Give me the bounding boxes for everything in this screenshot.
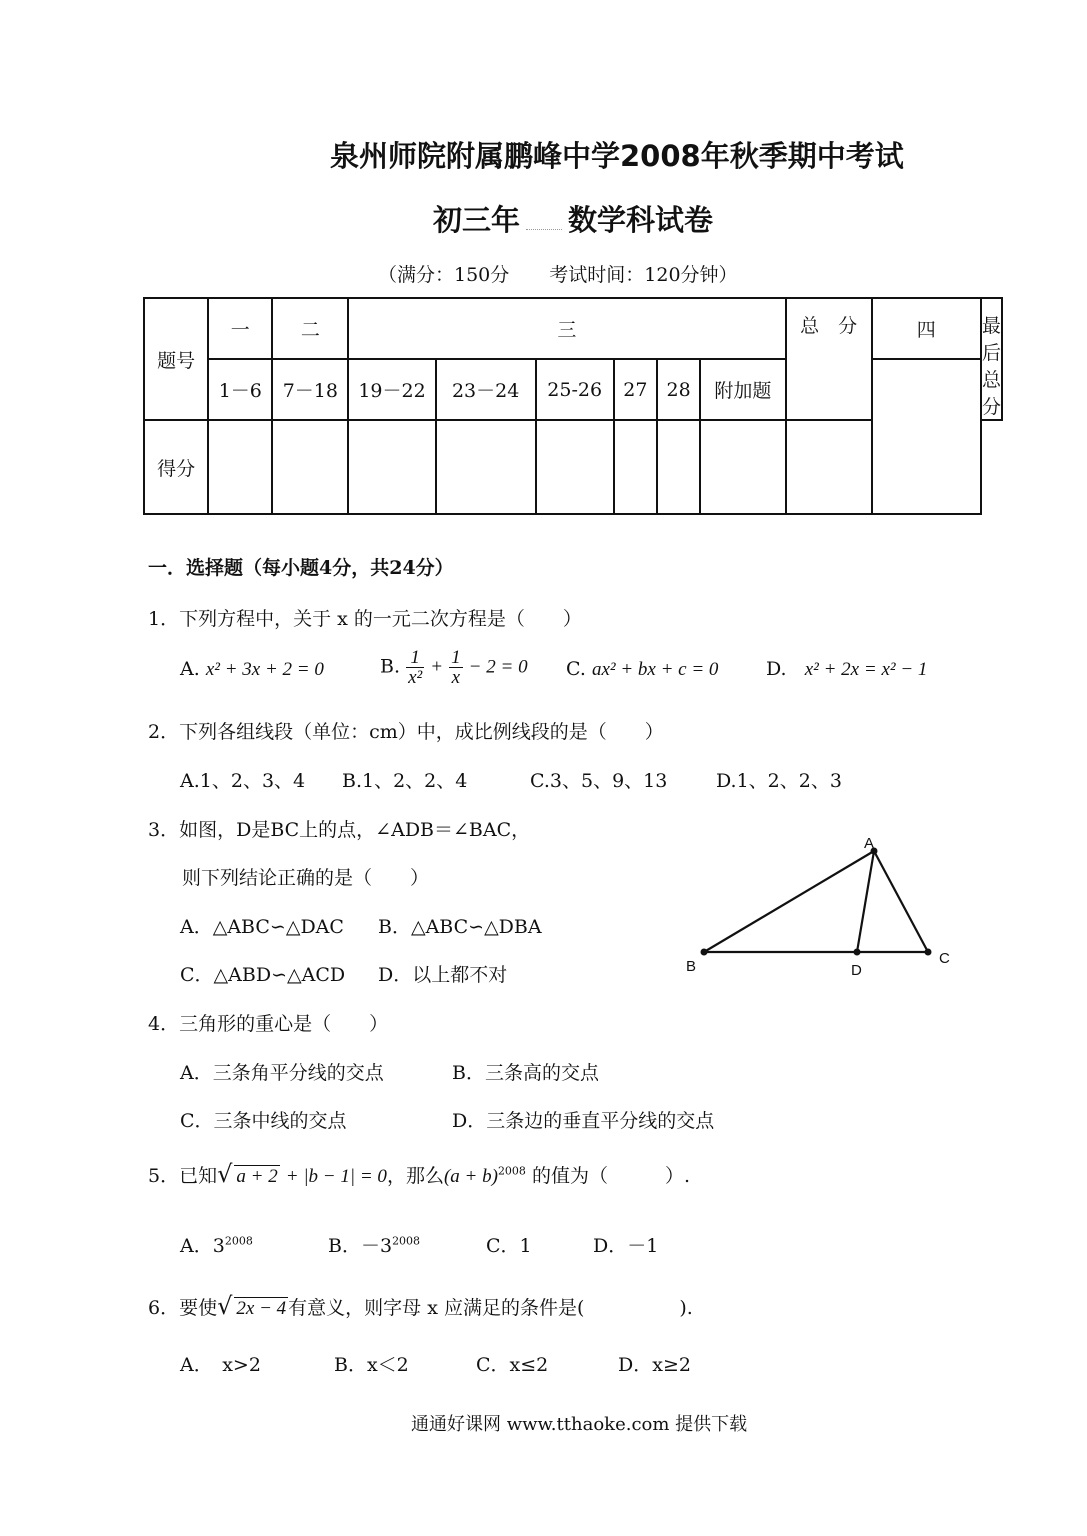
q5-option-d: D．－1 [593,1235,659,1257]
section-1-title: 一．选择题（每小题4分，共24分） [148,557,454,579]
q3-stem-2: 则下列结论正确的是（ ） [182,867,430,889]
question-number-label: 题号 [144,298,208,420]
score-cell [348,420,435,514]
segment-ac [874,851,928,952]
q6-option-c: C．x≤2 [476,1354,549,1376]
q1-stem: 1．下列方程中，关于 x 的一元二次方程是（ ） [148,608,582,630]
q1-option-b: B. $\frac{1}{\text{x²}}$ + $\frac{1}{x}$ − 2 = 0 [380,647,528,688]
score-label: 得分 [144,420,208,514]
final-total-header: 最后总分 [981,298,1002,420]
total-score-cell [700,420,785,514]
q5-option-a: A．$3^{2008}$ [180,1234,253,1257]
q2-option-d: D.1、2、2、3 [716,770,842,792]
full-score: （满分：150分 [378,264,510,286]
q1-option-d: D. x² + 2x = x² − 1 [766,658,928,680]
label-d: D [851,962,862,979]
section-3-header: 三 [348,298,785,359]
bonus-header: 附加题 [700,359,785,420]
score-cell [614,420,657,514]
segment-ad [857,851,874,952]
score-cell [657,420,700,514]
q4-option-d: D．三条边的垂直平分线的交点 [452,1110,715,1132]
q6-option-d: D．x≥2 [618,1354,691,1376]
exam-time: 考试时间：120分钟） [549,264,738,286]
triangle-figure [680,830,970,990]
range-cell: 28 [657,359,700,420]
q5-option-c: C．1 [486,1235,532,1257]
score-cell [272,420,348,514]
exam-title: 泉州师院附属鹏峰中学2008年秋季期中考试 [330,139,904,173]
q1-option-c: C. ax² + bx + c = 0 [566,658,719,680]
range-cell: 25-26 [536,359,614,420]
q4-stem: 4．三角形的重心是（ ） [148,1013,389,1035]
exam-info [378,260,738,287]
q3-option-c: C．△ABD∽△ACD [180,964,346,986]
total-header: 总 分 [786,298,872,420]
segment-ab [704,851,874,952]
q3-stem: 3．如图，D是BC上的点，∠ADB＝∠BAC， [148,819,531,841]
final-score-cell [872,420,981,514]
score-table [143,297,1003,515]
label-c: C [939,950,950,967]
q2-option-c: C.3、5、9、13 [530,770,668,792]
q1-option-a: A. x² + 3x + 2 = 0 [180,658,324,680]
grade-label: 初三年 [433,203,521,237]
section-1-header: 一 [208,298,272,359]
score-cell [208,420,272,514]
score-cell [536,420,614,514]
label-b: B [686,958,697,975]
point-d [854,949,861,956]
q2-option-a: A.1、2、3、4 [180,770,306,792]
q5-stem: 5．已知√ a + 2 + |b − 1| = 0，那么$(a + b)^{2008}$ 的值为（ ）. [148,1160,691,1188]
q5-option-b: B．$-3^{2008}$ [328,1234,421,1257]
q2-option-b: B.1、2、2、4 [342,770,468,792]
q3-option-d: D．以上都不对 [378,964,508,986]
q6-option-a: A． x>2 [180,1354,261,1376]
exam-subtitle [433,198,713,239]
q4-option-b: B．三条高的交点 [452,1062,599,1084]
point-c [925,949,932,956]
range-cell: 23－24 [436,359,536,420]
range-cell: 19－22 [348,359,435,420]
section-4-header: 四 [872,298,981,359]
subject-label: 数学科试卷 [568,203,714,237]
range-cell: 7－18 [272,359,348,420]
point-b [701,949,708,956]
q4-option-a: A．三条角平分线的交点 [180,1062,384,1084]
footer-credit: 通通好课网 www.tthaoke.com 提供下载 [411,1414,748,1435]
section-2-header: 二 [272,298,348,359]
grade-blank [526,229,562,230]
range-cell: 27 [614,359,657,420]
label-a: A [864,835,875,852]
score-cell [436,420,536,514]
q4-option-c: C．三条中线的交点 [180,1110,347,1132]
q6-stem: 6．要使√ 2x − 4 有意义，则字母 x 应满足的条件是( ). [148,1292,693,1320]
q3-option-a: A．△ABC∽△DAC [180,916,344,938]
q2-stem: 2．下列各组线段（单位：cm）中，成比例线段的是（ ） [148,721,664,743]
range-cell: 1－6 [208,359,272,420]
score-cell [786,420,872,514]
q6-option-b: B．x＜2 [334,1354,409,1376]
q3-option-b: B．△ABC∽△DBA [378,916,542,938]
